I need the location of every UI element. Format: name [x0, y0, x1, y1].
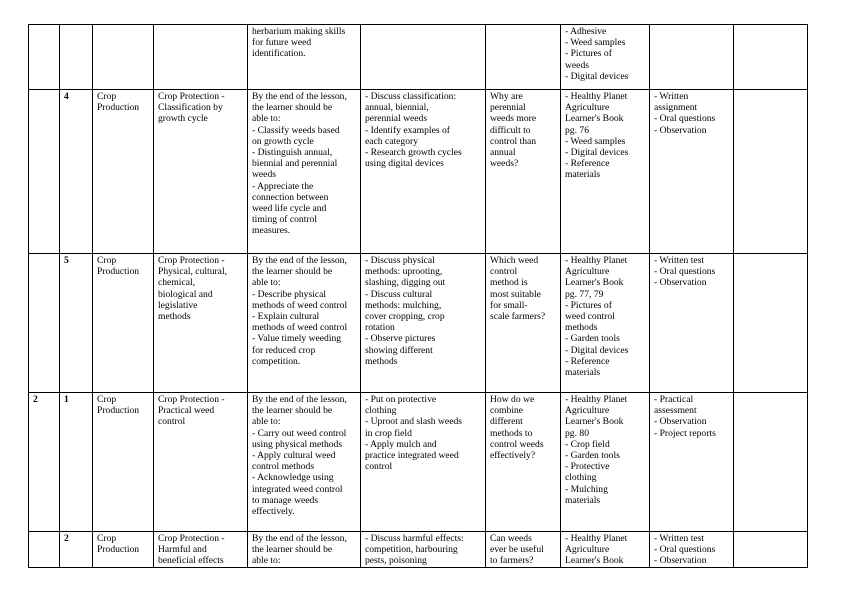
cell-text-line: practice integrated weed	[365, 450, 459, 462]
cell-text-line: - Research growth cycles	[365, 147, 462, 159]
cell-text-line: the learner should be	[252, 544, 333, 556]
cell-text-line: - Distinguish annual,	[252, 147, 333, 159]
cell-text-line: weed life cycle and	[252, 203, 327, 215]
cell-text-line: - Written	[654, 91, 689, 102]
cell-text-line: on growth cycle	[252, 135, 314, 147]
cell-text-line: Agriculture	[565, 266, 610, 278]
strand-cell	[93, 393, 154, 532]
cell-text-line: Crop Protection -	[158, 533, 225, 544]
cell-text-line: control	[365, 461, 393, 473]
cell-text-line: Can weeds	[490, 533, 532, 544]
cell-text-line: - Oral questions	[654, 266, 716, 278]
reflection-cell	[734, 25, 808, 90]
learning-outcomes-cell	[248, 254, 361, 393]
cell-text-line: - Healthy Planet	[565, 394, 628, 405]
cell-text-line: - Describe physical	[252, 288, 327, 300]
lesson-cell	[60, 254, 93, 393]
key-inquiry-question-cell	[486, 90, 561, 254]
reflection-cell	[734, 90, 808, 254]
learning-experiences-cell	[361, 25, 486, 90]
sub-strand-cell	[154, 393, 248, 532]
learning-experiences-cell	[361, 90, 486, 254]
sub-strand-cell	[154, 254, 248, 393]
cell-text-line: each category	[365, 135, 418, 147]
cell-text-line: - Discuss classification:	[365, 91, 457, 102]
cell-text-line: - Pictures of	[565, 48, 612, 60]
cell-text-line: Crop	[97, 394, 117, 405]
cell-text-line: scale farmers?	[490, 311, 546, 323]
learning-resources-cell	[561, 254, 650, 393]
week-cell	[29, 254, 60, 393]
cell-text-line: - Observation	[654, 277, 707, 289]
cell-text-line: - Observation	[654, 416, 707, 428]
cell-text-line: - Observation	[654, 555, 707, 567]
cell-text-line: - Crop field	[565, 438, 610, 450]
cell-text-line: Classification by	[158, 102, 223, 114]
cell-text-line: - Digital devices	[565, 344, 629, 356]
lesson-cell	[60, 25, 93, 90]
cell-text-line: integrated weed control	[252, 483, 343, 495]
cell-text-line: methods: mulching,	[365, 299, 442, 311]
lesson-cell	[60, 90, 93, 254]
cell-text-line: - Written test	[654, 255, 705, 266]
strand-cell	[93, 532, 154, 568]
cell-text-line: Production	[97, 102, 140, 114]
cell-text-line: identification.	[252, 48, 306, 60]
cell-text-line: beneficial effects	[158, 555, 224, 567]
cell-text-line: pg. 80	[565, 427, 589, 439]
cell-text-line: methods to	[490, 427, 533, 439]
cell-text-line: herbarium making skills	[252, 26, 346, 37]
cell-text-line: pests, poisoning	[365, 555, 427, 567]
cell-text-line: pg. 77, 79	[565, 288, 604, 300]
cell-text-line: able to:	[252, 416, 281, 428]
lesson-cell	[60, 393, 93, 532]
cell-text-line: 5	[64, 255, 69, 266]
cell-text-line: - Explain cultural	[252, 311, 320, 323]
cell-text-line: - Protective	[565, 461, 610, 473]
cell-text-line: connection between	[252, 191, 329, 203]
cell-text-line: control	[158, 416, 186, 428]
cell-text-line: - Put on protective	[365, 394, 437, 405]
cell-text-line: 4	[64, 91, 69, 102]
cell-text-line: Agriculture	[565, 102, 610, 114]
cell-text-line: biological and	[158, 288, 213, 300]
cell-text-line: - Pictures of	[565, 299, 612, 311]
cell-text-line: methods of weed control	[252, 322, 348, 334]
cell-text-line: weed control	[565, 311, 615, 323]
cell-text-line: methods: uprooting,	[365, 266, 443, 278]
cell-text-line: - Apply mulch and	[365, 438, 437, 450]
cell-text-line: - Apply cultural weed	[252, 450, 336, 462]
cell-text-line: effectively?	[490, 450, 536, 462]
cell-text-line: - Appreciate the	[252, 180, 314, 192]
cell-text-line: materials	[565, 169, 601, 181]
cell-text-line: - Classify weeds based	[252, 124, 340, 136]
learning-resources-cell	[561, 532, 650, 568]
cell-text-line: weeds	[252, 169, 276, 181]
cell-text-line: - Project reports	[654, 427, 716, 439]
cell-text-line: - Written test	[654, 533, 705, 544]
cell-text-line: control	[490, 266, 518, 278]
cell-text-line: assignment	[654, 102, 698, 114]
learning-resources-cell	[561, 393, 650, 532]
sub-strand-cell	[154, 25, 248, 90]
key-inquiry-question-cell	[486, 393, 561, 532]
cell-text-line: competition.	[252, 355, 301, 367]
strand-cell	[93, 25, 154, 90]
sub-strand-cell	[154, 90, 248, 254]
cell-text-line: using physical methods	[252, 438, 343, 450]
week-cell	[29, 532, 60, 568]
cell-text-line: Crop	[97, 255, 117, 266]
cell-text-line: - Reference	[565, 355, 610, 367]
cell-text-line: most suitable	[490, 288, 541, 300]
cell-text-line: 2	[64, 533, 69, 544]
cell-text-line: - Garden tools	[565, 333, 620, 345]
cell-text-line: in crop field	[365, 427, 412, 439]
cell-text-line: - Digital devices	[565, 70, 629, 82]
cell-text-line: ever be useful	[490, 544, 544, 556]
cell-text-line: - Discuss physical	[365, 255, 435, 266]
cell-text-line: Physical, cultural,	[158, 266, 228, 278]
key-inquiry-question-cell	[486, 532, 561, 568]
cell-text-line: Practical weed	[158, 405, 215, 417]
cell-text-line: - Practical	[654, 394, 694, 405]
cell-text-line: By the end of the lesson,	[252, 533, 347, 544]
cell-text-line: Crop	[97, 91, 117, 102]
cell-text-line: Production	[97, 266, 140, 278]
cell-text-line: able to:	[252, 277, 281, 289]
table-row	[29, 90, 808, 254]
scheme-of-work-table	[28, 24, 808, 568]
cell-text-line: clothing	[365, 405, 397, 417]
cell-text-line: - Carry out weed control	[252, 427, 347, 439]
cell-text-line: clothing	[565, 472, 597, 484]
learning-experiences-cell	[361, 393, 486, 532]
cell-text-line: - Digital devices	[565, 147, 629, 159]
week-cell	[29, 393, 60, 532]
cell-text-line: materials	[565, 494, 601, 506]
cell-text-line: Learner's Book	[565, 113, 624, 125]
cell-text-line: timing of control	[252, 214, 318, 226]
sub-strand-cell	[154, 532, 248, 568]
cell-text-line: - Garden tools	[565, 450, 620, 462]
cell-text-line: - Value timely weeding	[252, 333, 342, 345]
learning-experiences-cell	[361, 532, 486, 568]
cell-text-line: - Observation	[654, 124, 707, 136]
cell-text-line: annual, biennial,	[365, 102, 429, 114]
cell-text-line: Learner's Book	[565, 416, 624, 428]
cell-text-line: - Reference	[565, 158, 610, 170]
cell-text-line: Why are	[490, 91, 523, 102]
learning-outcomes-cell	[248, 90, 361, 254]
cell-text-line: - Healthy Planet	[565, 255, 628, 266]
cell-text-line: Crop Protection -	[158, 91, 225, 102]
cell-text-line: slashing, digging out	[365, 277, 446, 289]
learning-experiences-cell	[361, 254, 486, 393]
cell-text-line: assessment	[654, 405, 697, 417]
cell-text-line: weeds?	[490, 158, 519, 170]
learning-resources-cell	[561, 90, 650, 254]
cell-text-line: the learner should be	[252, 266, 333, 278]
cell-text-line: - Oral questions	[654, 544, 716, 556]
cell-text-line: difficult to	[490, 124, 531, 136]
table-row	[29, 532, 808, 568]
cell-text-line: using digital devices	[365, 158, 444, 170]
cell-text-line: 2	[33, 394, 38, 405]
table-row	[29, 25, 808, 90]
cell-text-line: showing different	[365, 344, 433, 356]
cell-text-line: different	[490, 416, 523, 428]
cell-text-line: perennial	[490, 102, 526, 114]
assessment-cell	[650, 393, 734, 532]
cell-text-line: combine	[490, 405, 524, 417]
assessment-cell	[650, 254, 734, 393]
cell-text-line: control than	[490, 135, 537, 147]
cell-text-line: - Mulching	[565, 483, 608, 495]
reflection-cell	[734, 254, 808, 393]
assessment-cell	[650, 90, 734, 254]
cell-text-line: Learner's Book	[565, 555, 624, 567]
reflection-cell	[734, 393, 808, 532]
cell-text-line: to farmers?	[490, 555, 534, 567]
cell-text-line: the learner should be	[252, 102, 333, 114]
cell-text-line: measures.	[252, 225, 291, 237]
cell-text-line: able to:	[252, 113, 281, 125]
assessment-cell	[650, 25, 734, 90]
cell-text-line: methods	[565, 322, 598, 334]
cell-text-line: growth cycle	[158, 113, 208, 125]
cell-text-line: - Observe pictures	[365, 333, 436, 345]
cell-text-line: - Healthy Planet	[565, 91, 628, 102]
cell-text-line: Harmful and	[158, 544, 207, 556]
cell-text-line: - Healthy Planet	[565, 533, 628, 544]
cell-text-line: chemical,	[158, 277, 196, 289]
cell-text-line: - Adhesive	[565, 26, 607, 37]
cell-text-line: - Weed samples	[565, 135, 626, 147]
learning-outcomes-cell	[248, 25, 361, 90]
cell-text-line: pg. 76	[565, 124, 589, 136]
cell-text-line: perennial weeds	[365, 113, 428, 125]
reflection-cell	[734, 532, 808, 568]
cell-text-line: cover cropping, crop	[365, 311, 445, 323]
learning-outcomes-cell	[248, 393, 361, 532]
cell-text-line: to manage weeds	[252, 494, 319, 506]
cell-text-line: annual	[490, 147, 516, 159]
cell-text-line: legislative	[158, 299, 198, 311]
cell-text-line: biennial and perennial	[252, 158, 338, 170]
strand-cell	[93, 90, 154, 254]
cell-text-line: the learner should be	[252, 405, 333, 417]
cell-text-line: for small-	[490, 299, 528, 311]
cell-text-line: competition, harbouring	[365, 544, 458, 556]
cell-text-line: - Uproot and slash weeds	[365, 416, 462, 428]
assessment-cell	[650, 532, 734, 568]
cell-text-line: able to:	[252, 555, 281, 567]
cell-text-line: Crop Protection -	[158, 394, 225, 405]
cell-text-line: By the end of the lesson,	[252, 91, 347, 102]
cell-text-line: By the end of the lesson,	[252, 394, 347, 405]
cell-text-line: Production	[97, 544, 140, 556]
cell-text-line: Agriculture	[565, 405, 610, 417]
cell-text-line: methods	[158, 311, 191, 323]
cell-text-line: How do we	[490, 394, 535, 405]
cell-text-line: materials	[565, 367, 601, 379]
cell-text-line: - Identify examples of	[365, 124, 450, 136]
cell-text-line: Agriculture	[565, 544, 610, 556]
cell-text-line: Production	[97, 405, 140, 417]
cell-text-line: Learner's Book	[565, 277, 624, 289]
cell-text-line: for reduced crop	[252, 344, 316, 356]
table-row	[29, 393, 808, 532]
key-inquiry-question-cell	[486, 254, 561, 393]
cell-text-line: method is	[490, 277, 528, 289]
learning-outcomes-cell	[248, 532, 361, 568]
cell-text-line: - Acknowledge using	[252, 472, 334, 484]
strand-cell	[93, 254, 154, 393]
cell-text-line: weeds more	[490, 113, 537, 125]
learning-resources-cell	[561, 25, 650, 90]
cell-text-line: - Oral questions	[654, 113, 716, 125]
cell-text-line: - Discuss cultural	[365, 288, 433, 300]
cell-text-line: - Weed samples	[565, 37, 626, 49]
cell-text-line: control weeds	[490, 438, 544, 450]
cell-text-line: for future weed	[252, 37, 312, 49]
cell-text-line: weeds	[565, 59, 589, 71]
cell-text-line: Which weed	[490, 255, 539, 266]
cell-text-line: methods	[365, 355, 398, 367]
cell-text-line: effectively.	[252, 506, 295, 518]
cell-text-line: By the end of the lesson,	[252, 255, 347, 266]
cell-text-line: control methods	[252, 461, 315, 473]
cell-text-line: rotation	[365, 322, 395, 334]
cell-text-line: Crop Protection -	[158, 255, 225, 266]
cell-text-line: Crop	[97, 533, 117, 544]
cell-text-line: methods of weed control	[252, 299, 348, 311]
cell-text-line: - Discuss harmful effects:	[365, 533, 464, 544]
week-cell	[29, 90, 60, 254]
table-row	[29, 254, 808, 393]
lesson-cell	[60, 532, 93, 568]
cell-text-line: 1	[64, 394, 69, 405]
week-cell	[29, 25, 60, 90]
key-inquiry-question-cell	[486, 25, 561, 90]
